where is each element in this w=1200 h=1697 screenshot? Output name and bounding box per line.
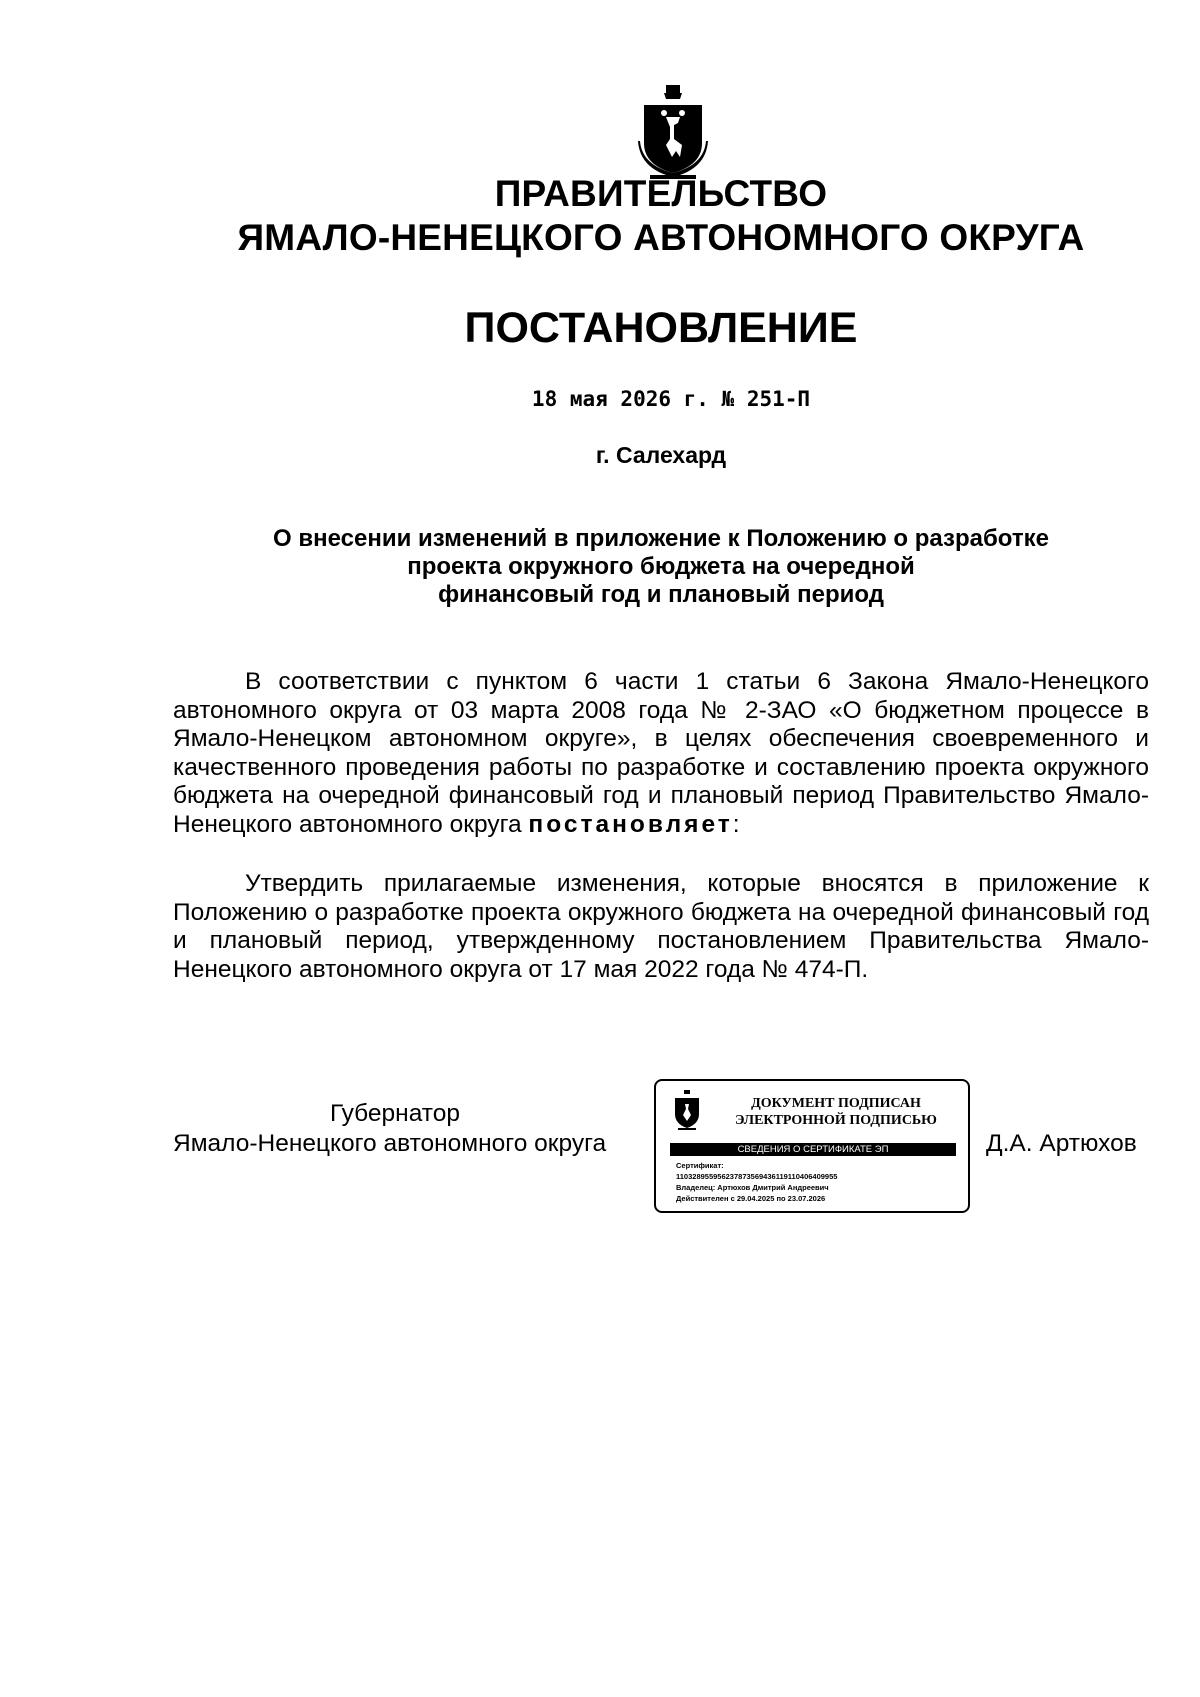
- stamp-title: [716, 1095, 956, 1129]
- date-number: 18 мая 2026 г. № 251-П: [531, 387, 811, 411]
- signer-position-line2: Ямало-Ненецкого автономного округа: [173, 1130, 607, 1157]
- title-line: финансовый год и плановый период: [438, 581, 884, 608]
- paragraph-text: Утвердить прилагаемые изменения, которые вносятся в приложение к Положению о разработке проекта окружного бюджета на очередной финансовый год и плановый период, утвержденному постановлением Правительства Ямало-Ненецкого автономного округа от 17 мая 2022 года № 474-П.: [173, 870, 1149, 983]
- title-line: проекта окружного бюджета на очередной: [407, 553, 915, 580]
- resolves-word: постановляет: [528, 810, 733, 838]
- document-title: [0, 525, 1200, 609]
- org-name-line1: ПРАВИТЕЛЬСТВО: [494, 173, 828, 214]
- body-paragraph-2: [173, 870, 1149, 984]
- stamp-title-line: ЭЛЕКТРОННОЙ ПОДПИСЬЮ: [735, 1113, 937, 1128]
- title-line: О внесении изменений в приложение к Положению о разработке: [273, 525, 1049, 552]
- stamp-certificate-info: [676, 1160, 837, 1204]
- signer-name: Д.А. Артюхов: [986, 1130, 1137, 1157]
- cert-number: 110328955956237873569436119110406409955: [676, 1172, 838, 1181]
- cert-owner: Владелец: Артюхов Дмитрий Андреевич: [676, 1183, 829, 1192]
- org-name-line2: ЯМАЛО-НЕНЕЦКОГО АВТОНОМНОГО ОКРУГА: [237, 217, 1085, 258]
- colon: :: [732, 810, 740, 838]
- stamp-title-line: ДОКУМЕНТ ПОДПИСАН: [751, 1096, 921, 1111]
- signer-position-line1: Губернатор: [330, 1100, 460, 1127]
- city: г. Салехард: [595, 442, 727, 468]
- body-paragraph-1: [173, 668, 1149, 840]
- stamp-emblem-icon: [672, 1089, 702, 1131]
- cert-validity: Действителен с 29.04.2025 по 23.07.2026: [676, 1194, 826, 1203]
- electronic-signature-stamp: [654, 1079, 970, 1213]
- paragraph-text: В соответствии с пунктом 6 части 1 статьи 6 Закона Ямало-Ненецкого автономного округа от 03 марта 2008 года № 2-ЗАО «О бюджетном процессе в Ямало-Ненецком автономном округе», в целях обеспечения своевременного и качественного проведения работы по разработке и составлению проекта окружного бюджета на очередной финансовый год и плановый период Правительство Ямало-Ненецкого автономного округа: [173, 668, 1149, 838]
- coat-of-arms-emblem: [636, 83, 710, 181]
- stamp-certificate-bar: СВЕДЕНИЯ О СЕРТИФИКАТЕ ЭП: [670, 1143, 956, 1156]
- cert-label: Сертификат:: [676, 1161, 724, 1170]
- document-type: ПОСТАНОВЛЕНИЕ: [464, 304, 858, 352]
